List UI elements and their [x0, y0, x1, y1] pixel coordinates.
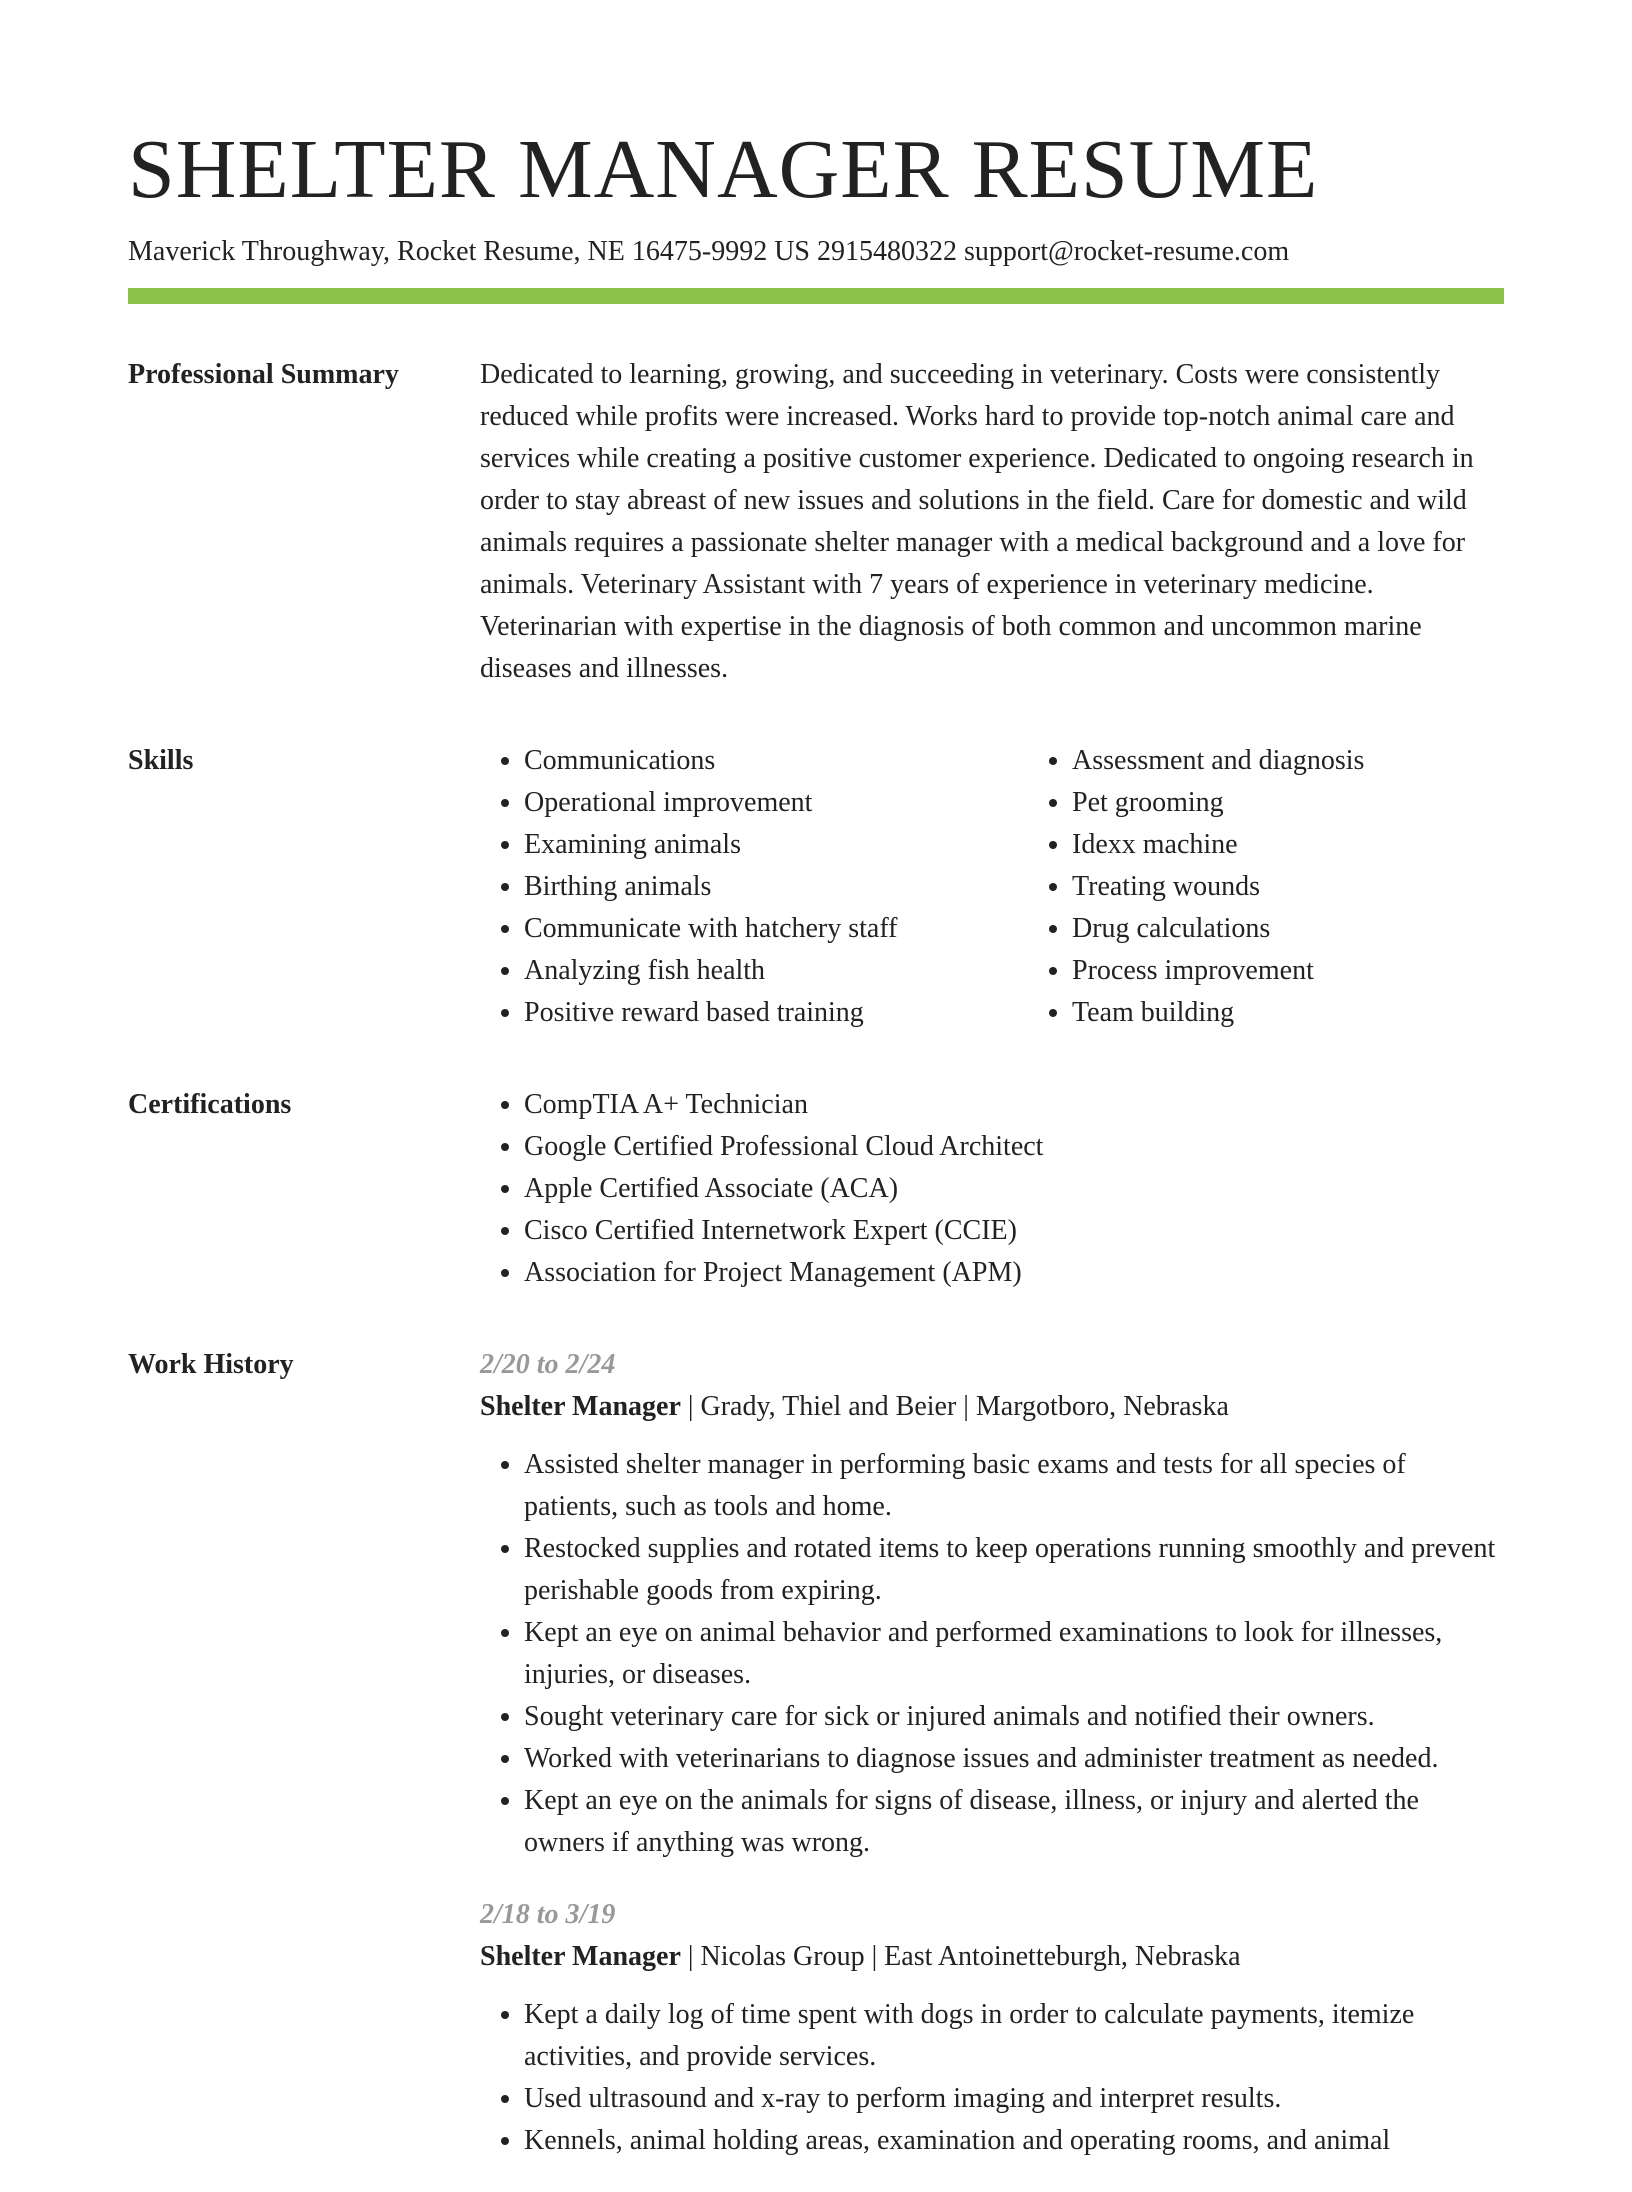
- skill-item: • Examining animals: [524, 824, 1028, 866]
- skills-list-left: [480, 740, 1028, 1034]
- skill-item: • Birthing animals: [524, 866, 1028, 908]
- skills-section: [128, 740, 1504, 1034]
- job-bullet: • Kennels, animal holding areas, examination and operating rooms, and animal: [524, 2120, 1504, 2162]
- job-date: 2/18 to 3/19: [480, 1899, 616, 1930]
- skill-item: • Pet grooming: [1072, 782, 1576, 824]
- contact-line: Maverick Throughway, Rocket Resume, NE 16475-9992 US 2915480322 support@rocket-resume.com: [128, 236, 1290, 267]
- job-entry: [480, 1344, 1504, 1864]
- certifications-section: [128, 1084, 1504, 1294]
- section-label-certifications: Certifications: [128, 1089, 292, 1120]
- skill-item: • Process improvement: [1072, 950, 1576, 992]
- job-bullets: [480, 1994, 1504, 2162]
- certification-item: • CompTIA A+ Technician: [524, 1084, 1504, 1126]
- job-details: | Nicolas Group | East Antoinetteburgh, Nebraska: [680, 1941, 1241, 1972]
- skill-item: • Positive reward based training: [524, 992, 1028, 1034]
- job-bullet: • Sought veterinary care for sick or injured animals and notified their owners.: [524, 1696, 1504, 1738]
- job-bullet: • Restocked supplies and rotated items to keep operations running smoothly and prevent perishable goods from expiring.: [524, 1528, 1504, 1612]
- job-bullet: • Kept an eye on the animals for signs of disease, illness, or injury and alerted the owners if anything was wrong.: [524, 1780, 1504, 1864]
- job-details: | Grady, Thiel and Beier | Margotboro, Nebraska: [680, 1391, 1229, 1422]
- resume-page: [128, 120, 1504, 2192]
- page-title: SHELTER MANAGER RESUME: [128, 123, 1319, 216]
- job-heading: [480, 1386, 1504, 1428]
- skill-item: • Team building: [1072, 992, 1576, 1034]
- summary-section: [128, 354, 1504, 690]
- skill-item: • Analyzing fish health: [524, 950, 1028, 992]
- section-label-summary: Professional Summary: [128, 359, 399, 390]
- skill-item: • Treating wounds: [1072, 866, 1576, 908]
- skill-item: • Drug calculations: [1072, 908, 1576, 950]
- job-heading: [480, 1936, 1504, 1978]
- skills-list-right: [1028, 740, 1576, 1034]
- job-title: Shelter Manager: [480, 1941, 681, 1972]
- section-label-skills: Skills: [128, 745, 194, 776]
- skill-item: • Communicate with hatchery staff: [524, 908, 1028, 950]
- job-entry: [480, 1894, 1504, 2162]
- certifications-list: [480, 1084, 1504, 1294]
- summary-text: Dedicated to learning, growing, and succeeding in veterinary. Costs were consistently reduced while profits were increased. Works hard to provide top-notch animal care and services while creating a positive customer experience. Dedicated to ongoing research in order to stay abreast of new issues and solutions in the field. Care for domestic and wild animals requires a passionate shelter manager with a medical background and a love for animals. Veterinary Assistant with 7 years of experience in veterinary medicine. Veterinarian with expertise in the diagnosis of both common and uncommon marine diseases and illnesses.: [480, 359, 1474, 684]
- job-bullet: • Used ultrasound and x-ray to perform imaging and interpret results.: [524, 2078, 1504, 2120]
- job-bullet: • Kept an eye on animal behavior and performed examinations to look for illnesses, injuries, or diseases.: [524, 1612, 1504, 1696]
- job-date: 2/20 to 2/24: [480, 1349, 616, 1380]
- job-bullet: • Kept a daily log of time spent with dogs in order to calculate payments, itemize activities, and provide services.: [524, 1994, 1504, 2078]
- work-history-section: [128, 1344, 1504, 2192]
- accent-divider: [128, 288, 1504, 304]
- job-bullet: • Assisted shelter manager in performing basic exams and tests for all species of patients, such as tools and home.: [524, 1444, 1504, 1528]
- certification-item: • Google Certified Professional Cloud Architect: [524, 1126, 1504, 1168]
- job-bullets: [480, 1444, 1504, 1864]
- skill-item: • Operational improvement: [524, 782, 1028, 824]
- skill-item: • Communications: [524, 740, 1028, 782]
- certification-item: • Apple Certified Associate (ACA): [524, 1168, 1504, 1210]
- skill-item: • Idexx machine: [1072, 824, 1576, 866]
- job-bullet: • Worked with veterinarians to diagnose issues and administer treatment as needed.: [524, 1738, 1504, 1780]
- certification-item: • Cisco Certified Internetwork Expert (CCIE): [524, 1210, 1504, 1252]
- skill-item: • Assessment and diagnosis: [1072, 740, 1576, 782]
- section-label-work-history: Work History: [128, 1349, 294, 1380]
- certification-item: • Association for Project Management (APM): [524, 1252, 1504, 1294]
- job-title: Shelter Manager: [480, 1391, 681, 1422]
